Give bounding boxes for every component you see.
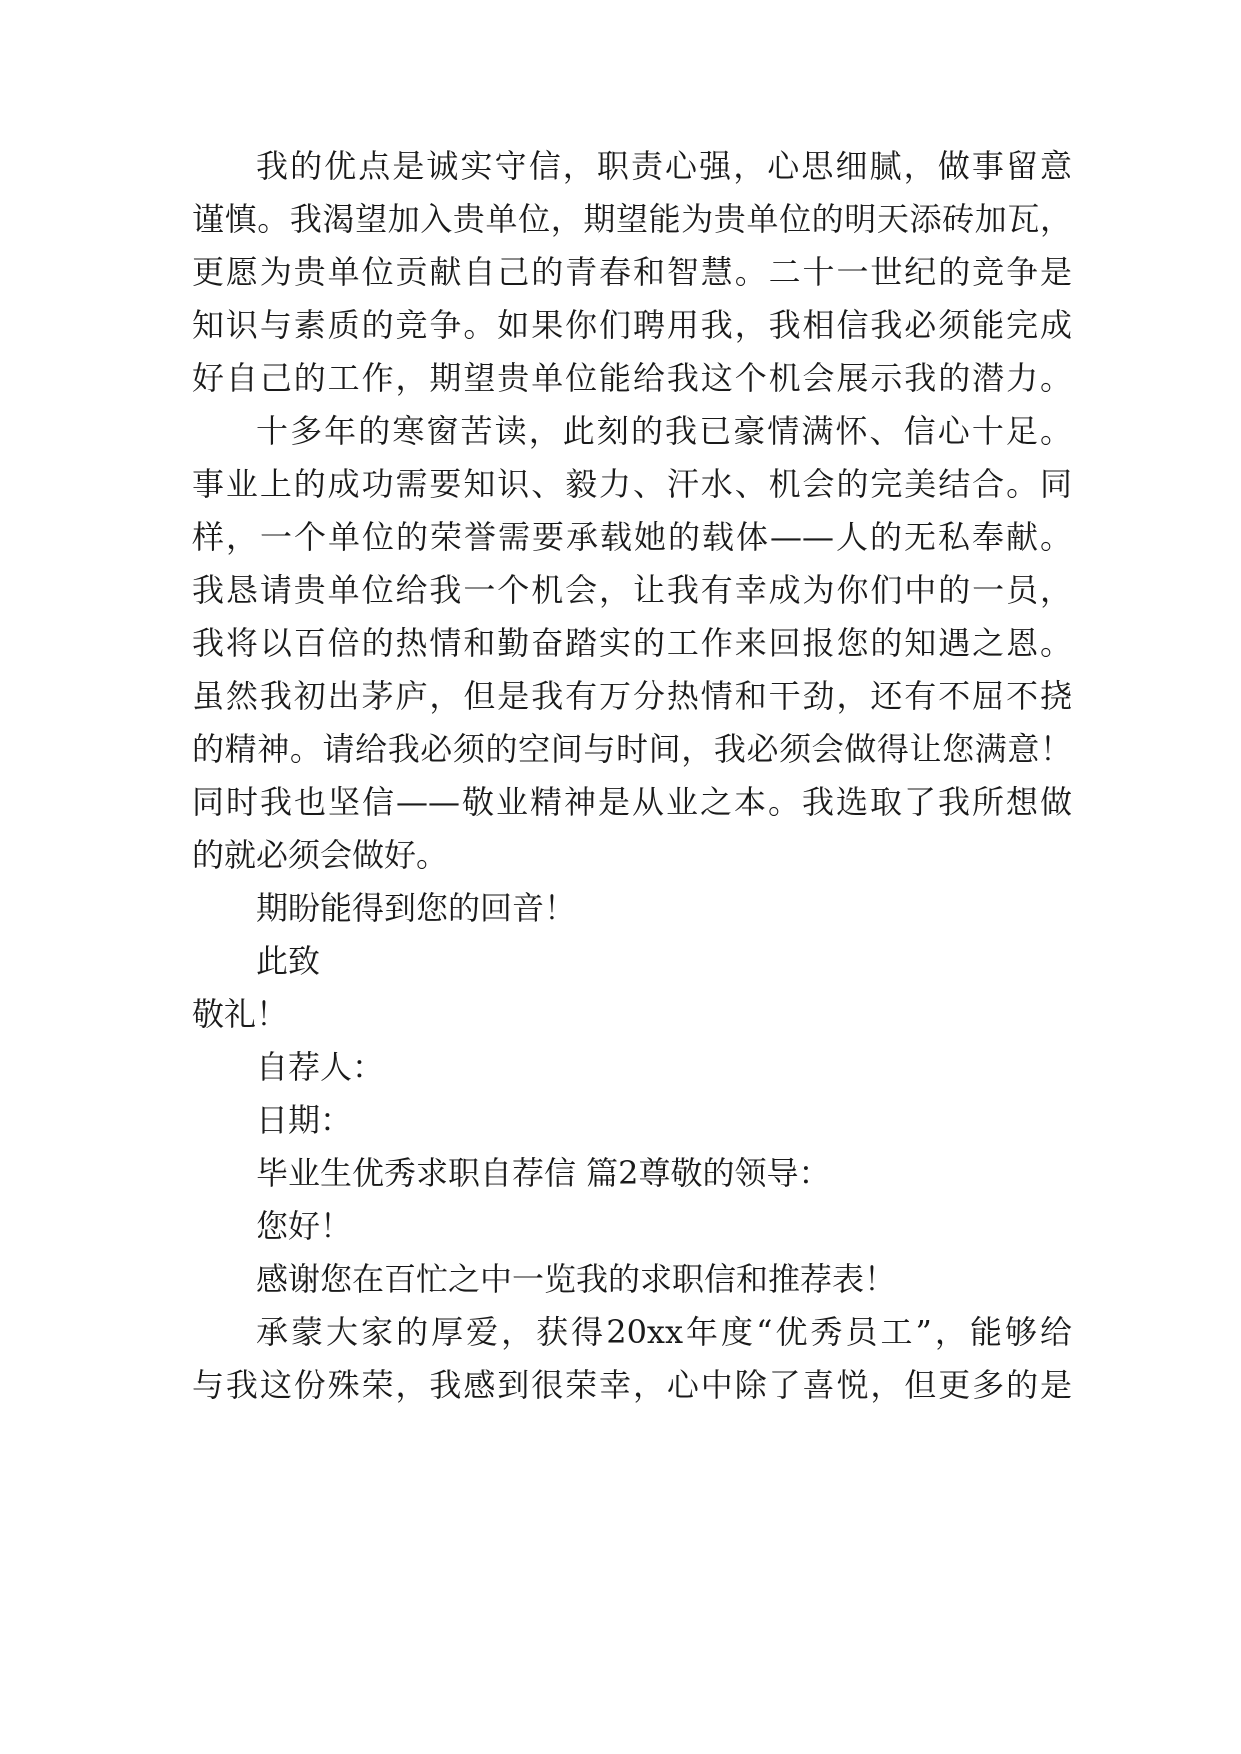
paragraph-line: 我恳请贵单位给我一个机会，让我有幸成为你们中的一员， <box>192 571 1072 609</box>
paragraph-line: 样，一个单位的荣誉需要承载她的载体——人的无私奉献。 <box>192 518 1072 556</box>
paragraph-line: 的就必须会做好。 <box>192 836 449 874</box>
salutation-ci-zhi: 此致 <box>256 942 321 980</box>
paragraph-line: 虽然我初出茅庐，但是我有万分热情和干劲，还有不屈不挠 <box>192 677 1072 715</box>
paragraph-line: 同时我也坚信——敬业精神是从业之本。我选取了我所想做 <box>192 783 1072 821</box>
paragraph-line: 谨慎。我渴望加入贵单位，期望能为贵单位的明天添砖加瓦， <box>192 200 1072 238</box>
closing-line: 期盼能得到您的回音！ <box>256 889 577 927</box>
greeting-line: 您好！ <box>256 1207 353 1245</box>
paragraph-line: 更愿为贵单位贡献自己的青春和智慧。二十一世纪的竞争是 <box>192 253 1072 291</box>
signer-label: 自荐人： <box>256 1048 385 1086</box>
date-label: 日期： <box>256 1101 353 1139</box>
paragraph-line: 十多年的寒窗苦读，此刻的我已豪情满怀、信心十足。 <box>256 412 1072 450</box>
paragraph-line: 承蒙大家的厚爱，获得20xx年度“优秀员工”，能够给 <box>256 1313 1072 1351</box>
paragraph-line: 感谢您在百忙之中一览我的求职信和推荐表！ <box>256 1260 897 1298</box>
paragraph-line: 好自己的工作，期望贵单位能给我这个机会展示我的潜力。 <box>192 359 1072 397</box>
section-heading: 毕业生优秀求职自荐信 篇2尊敬的领导： <box>256 1154 831 1192</box>
paragraph-line: 我将以百倍的热情和勤奋踏实的工作来回报您的知遇之恩。 <box>192 624 1072 662</box>
paragraph-line: 我的优点是诚实守信，职责心强，心思细腻，做事留意 <box>256 147 1072 185</box>
paragraph-line: 与我这份殊荣，我感到很荣幸，心中除了喜悦，但更多的是 <box>192 1366 1072 1404</box>
paragraph-line: 事业上的成功需要知识、毅力、汗水、机会的完美结合。同 <box>192 465 1072 503</box>
salutation-jing-li: 敬礼！ <box>192 995 289 1033</box>
paragraph-line: 的精神。请给我必须的空间与时间，我必须会做得让您满意！ <box>192 730 1072 768</box>
paragraph-line: 知识与素质的竞争。如果你们聘用我，我相信我必须能完成 <box>192 306 1072 344</box>
